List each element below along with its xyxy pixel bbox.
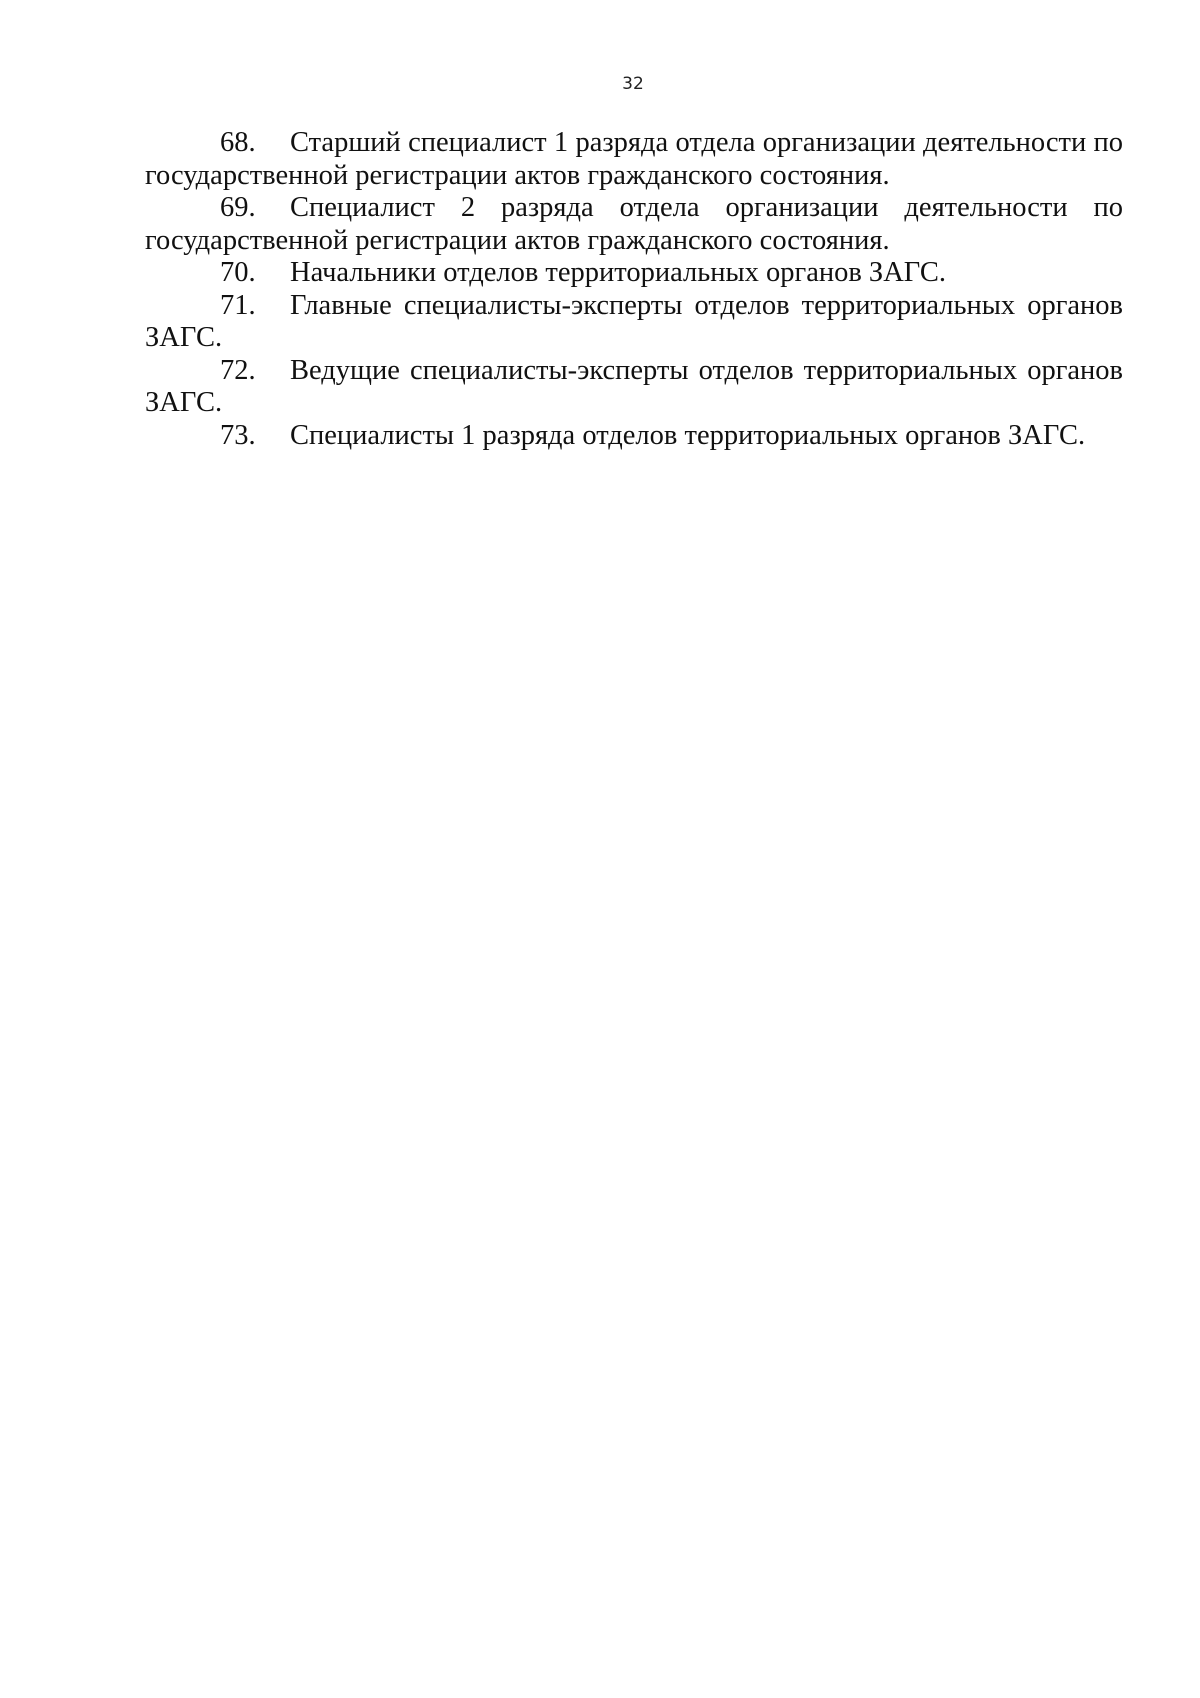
list-item [145, 257, 1123, 290]
item-text: Главные специалисты-эксперты отделов территориальных органов ЗАГС. [145, 289, 1123, 353]
page-number: 32 [622, 74, 644, 94]
list-item [145, 420, 1123, 453]
item-number: 72. [220, 354, 256, 386]
list-item [145, 127, 1123, 192]
list-item [145, 290, 1123, 355]
item-text: Специалисты 1 разряда отделов территориальных органов ЗАГС. [290, 419, 1086, 451]
list-item [145, 192, 1123, 257]
item-text: Ведущие специалисты-эксперты отделов территориальных органов ЗАГС. [145, 354, 1123, 418]
item-text: Старший специалист 1 разряда отдела организации деятельности по государственной регистрации актов гражданского состояния. [145, 127, 1123, 191]
document-body [145, 127, 1123, 452]
item-number: 70. [220, 257, 256, 288]
item-number: 73. [220, 419, 256, 451]
list-item [145, 355, 1123, 420]
item-number: 68. [220, 127, 256, 158]
item-text: Специалист 2 разряда отдела организации деятельности по государственной регистрации актов гражданского состояния. [145, 192, 1123, 256]
item-number: 69. [220, 192, 256, 223]
item-text: Начальники отделов территориальных органов ЗАГС. [290, 257, 947, 288]
item-number: 71. [220, 289, 256, 321]
